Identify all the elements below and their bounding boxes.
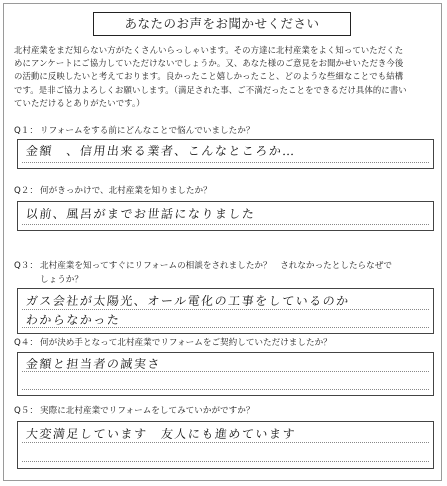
- intro-line: めにアンケートにご協力していただけないでしょうか。又、あなた様のご意見をお聞かせいただき今後: [14, 58, 404, 69]
- question-number: Q５：: [14, 406, 38, 416]
- answer-box-5: [17, 421, 434, 469]
- question-1: [14, 124, 254, 138]
- answer-box-1: [17, 139, 434, 169]
- handwritten-answer: 以前、風呂がまでお世話になりました: [25, 207, 257, 221]
- handwritten-answer: わからなかった: [25, 313, 122, 327]
- question-text: 北村産業を知ってすぐにリフォームの相談をされましたか？ されなかったとしたらなぜで: [40, 261, 392, 271]
- intro-line: です。是非ご協力よろしくお願いします。（満足された事、ご不満だったことをできるだけ具体的に書い: [14, 84, 407, 95]
- question-text: 何が決め手となって北村産業でリフォームをご契約していただけましたか？: [40, 338, 332, 348]
- question-text: 何がきっかけで、北村産業を知りましたか？: [40, 186, 212, 196]
- handwritten-answer: ガス会社が太陽光、オール電化の工事をしているのか: [25, 294, 351, 308]
- question-4: [14, 336, 332, 350]
- question-text: リフォームをする前にどんなことで悩んでいましたか？: [40, 126, 255, 136]
- answer-box-2: [17, 201, 434, 231]
- question-2: [14, 184, 212, 198]
- question-5: [14, 404, 254, 418]
- answer-box-4: [17, 352, 434, 396]
- answer-box-3: [17, 288, 434, 334]
- question-3: [14, 259, 392, 287]
- handwritten-answer: 金額と担当者の誠実さ: [25, 357, 162, 371]
- question-text: 実際に北村産業でリフォームをしてみていかがですか？: [40, 406, 255, 416]
- question-number: Q４：: [14, 338, 38, 348]
- handwritten-answer: 金額 、信用出来る業者、こんなところか…: [25, 144, 297, 158]
- question-number: Q３：: [14, 261, 38, 271]
- question-number: Q２：: [14, 186, 38, 196]
- survey-title: あなたのお声をお聞かせください: [93, 12, 351, 36]
- intro-line: ていただけるとありがたいです。）: [14, 97, 145, 108]
- question-number: Q１：: [14, 126, 38, 136]
- intro-line: 北村産業をまだ知らない方がたくさんいらっしゃいます。その方達に北村産業をよく知っていただくた: [14, 45, 404, 55]
- intro-line: の活動に反映したいと考えております。良かったこと嬉しかったこと、どのような些細なことでも結構: [14, 71, 404, 82]
- handwritten-answer: 大変満足しています 友人にも進めています: [25, 427, 297, 441]
- question-text-cont: しょうか？: [40, 275, 83, 285]
- survey-intro: [14, 44, 438, 110]
